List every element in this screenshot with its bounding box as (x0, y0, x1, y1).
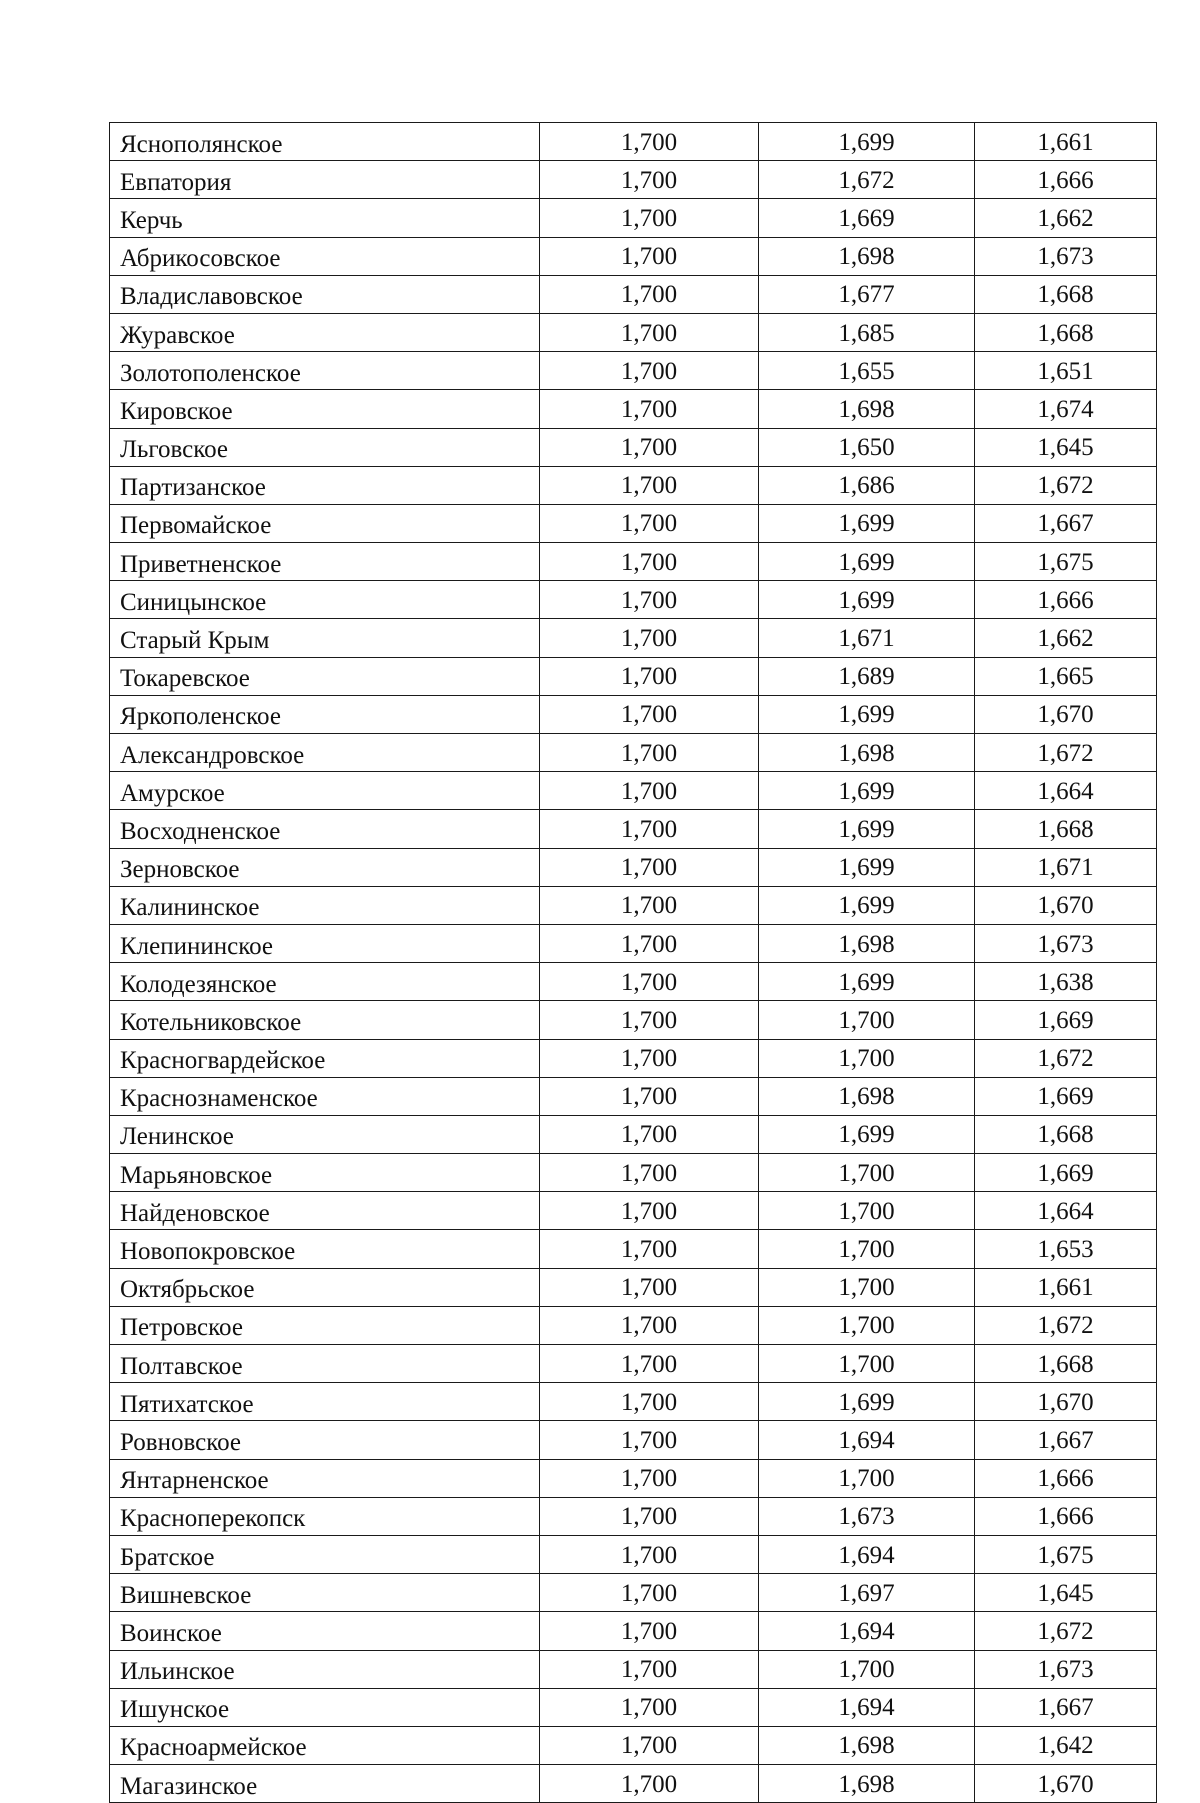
value-col-1-cell: 1,700 (540, 848, 759, 886)
value-col-2-cell: 1,700 (759, 1306, 975, 1344)
value-col-1-cell: 1,700 (540, 734, 759, 772)
value-col-2-cell: 1,700 (759, 1192, 975, 1230)
value-col-3-cell: 1,675 (975, 1535, 1157, 1573)
table-row (110, 1115, 1157, 1153)
value-col-2-cell: 1,699 (759, 123, 975, 161)
settlement-name-cell: Керчь (110, 199, 540, 237)
table-row (110, 1230, 1157, 1268)
table-row (110, 1154, 1157, 1192)
value-col-3-cell: 1,671 (975, 848, 1157, 886)
value-col-3-cell: 1,668 (975, 810, 1157, 848)
value-col-3-cell: 1,669 (975, 1001, 1157, 1039)
settlement-name-cell: Яркополенское (110, 695, 540, 733)
value-col-1-cell: 1,700 (540, 810, 759, 848)
value-col-1-cell: 1,700 (540, 1115, 759, 1153)
settlement-name-cell: Братское (110, 1535, 540, 1573)
settlement-name-cell: Пятихатское (110, 1383, 540, 1421)
value-col-3-cell: 1,667 (975, 504, 1157, 542)
settlement-name-cell: Ишунское (110, 1688, 540, 1726)
table-row (110, 1535, 1157, 1573)
value-col-3-cell: 1,662 (975, 199, 1157, 237)
value-col-2-cell: 1,700 (759, 1001, 975, 1039)
value-col-3-cell: 1,667 (975, 1688, 1157, 1726)
value-col-2-cell: 1,699 (759, 848, 975, 886)
table-row (110, 1765, 1157, 1803)
table-row (110, 123, 1157, 161)
value-col-1-cell: 1,700 (540, 1650, 759, 1688)
value-col-3-cell: 1,672 (975, 1612, 1157, 1650)
table-row (110, 810, 1157, 848)
value-col-1-cell: 1,700 (540, 504, 759, 542)
value-col-1-cell: 1,700 (540, 619, 759, 657)
value-col-3-cell: 1,661 (975, 123, 1157, 161)
table-row (110, 313, 1157, 351)
value-col-3-cell: 1,672 (975, 1039, 1157, 1077)
value-col-1-cell: 1,700 (540, 657, 759, 695)
value-col-2-cell: 1,699 (759, 543, 975, 581)
settlement-name-cell: Кировское (110, 390, 540, 428)
value-col-1-cell: 1,700 (540, 428, 759, 466)
value-col-1-cell: 1,700 (540, 1459, 759, 1497)
value-col-3-cell: 1,673 (975, 237, 1157, 275)
table-row (110, 695, 1157, 733)
value-col-1-cell: 1,700 (540, 1077, 759, 1115)
table-row (110, 543, 1157, 581)
value-col-1-cell: 1,700 (540, 275, 759, 313)
table-row (110, 1421, 1157, 1459)
value-col-1-cell: 1,700 (540, 1765, 759, 1803)
settlement-name-cell: Октябрьское (110, 1268, 540, 1306)
settlement-name-cell: Зерновское (110, 848, 540, 886)
value-col-1-cell: 1,700 (540, 886, 759, 924)
table-row (110, 924, 1157, 962)
value-col-2-cell: 1,694 (759, 1612, 975, 1650)
value-col-3-cell: 1,672 (975, 466, 1157, 504)
value-col-3-cell: 1,638 (975, 963, 1157, 1001)
table-row (110, 1726, 1157, 1764)
value-col-3-cell: 1,668 (975, 275, 1157, 313)
value-col-1-cell: 1,700 (540, 313, 759, 351)
value-col-2-cell: 1,650 (759, 428, 975, 466)
settlement-name-cell: Владиславовское (110, 275, 540, 313)
table-row (110, 963, 1157, 1001)
value-col-1-cell: 1,700 (540, 1154, 759, 1192)
table-row (110, 1497, 1157, 1535)
table-row (110, 1459, 1157, 1497)
table-row (110, 1268, 1157, 1306)
value-col-3-cell: 1,653 (975, 1230, 1157, 1268)
settlement-name-cell: Котельниковское (110, 1001, 540, 1039)
settlement-name-cell: Новопокровское (110, 1230, 540, 1268)
settlement-name-cell: Петровское (110, 1306, 540, 1344)
value-col-1-cell: 1,700 (540, 772, 759, 810)
settlement-name-cell: Льговское (110, 428, 540, 466)
settlement-name-cell: Ровновское (110, 1421, 540, 1459)
value-col-1-cell: 1,700 (540, 466, 759, 504)
table-row (110, 275, 1157, 313)
value-col-1-cell: 1,700 (540, 237, 759, 275)
value-col-2-cell: 1,699 (759, 1115, 975, 1153)
settlement-name-cell: Абрикосовское (110, 237, 540, 275)
value-col-3-cell: 1,665 (975, 657, 1157, 695)
value-col-2-cell: 1,698 (759, 237, 975, 275)
value-col-2-cell: 1,699 (759, 695, 975, 733)
table-row (110, 581, 1157, 619)
value-col-2-cell: 1,686 (759, 466, 975, 504)
value-col-1-cell: 1,700 (540, 1306, 759, 1344)
value-col-1-cell: 1,700 (540, 963, 759, 1001)
table-row (110, 199, 1157, 237)
table-row (110, 848, 1157, 886)
table-row (110, 619, 1157, 657)
value-col-3-cell: 1,670 (975, 1383, 1157, 1421)
value-col-3-cell: 1,669 (975, 1154, 1157, 1192)
value-col-3-cell: 1,672 (975, 1306, 1157, 1344)
value-col-3-cell: 1,645 (975, 1574, 1157, 1612)
settlement-name-cell: Евпатория (110, 161, 540, 199)
value-col-3-cell: 1,664 (975, 772, 1157, 810)
table-row (110, 1077, 1157, 1115)
settlement-name-cell: Ленинское (110, 1115, 540, 1153)
value-col-2-cell: 1,698 (759, 1077, 975, 1115)
value-col-1-cell: 1,700 (540, 1726, 759, 1764)
settlement-name-cell: Красногвардейское (110, 1039, 540, 1077)
value-col-2-cell: 1,698 (759, 734, 975, 772)
value-col-2-cell: 1,699 (759, 810, 975, 848)
settlement-name-cell: Красноперекопск (110, 1497, 540, 1535)
value-col-2-cell: 1,699 (759, 1383, 975, 1421)
table-row (110, 734, 1157, 772)
value-col-2-cell: 1,698 (759, 390, 975, 428)
settlement-name-cell: Александровское (110, 734, 540, 772)
value-col-2-cell: 1,694 (759, 1688, 975, 1726)
settlement-name-cell: Ильинское (110, 1650, 540, 1688)
settlement-name-cell: Найденовское (110, 1192, 540, 1230)
value-col-1-cell: 1,700 (540, 123, 759, 161)
settlement-name-cell: Калининское (110, 886, 540, 924)
value-col-2-cell: 1,698 (759, 1765, 975, 1803)
value-col-3-cell: 1,675 (975, 543, 1157, 581)
settlement-name-cell: Приветненское (110, 543, 540, 581)
settlement-name-cell: Янтарненское (110, 1459, 540, 1497)
settlement-name-cell: Золотополенское (110, 352, 540, 390)
value-col-1-cell: 1,700 (540, 1192, 759, 1230)
value-col-1-cell: 1,700 (540, 1230, 759, 1268)
value-col-1-cell: 1,700 (540, 1001, 759, 1039)
settlement-name-cell: Воинское (110, 1612, 540, 1650)
settlement-name-cell: Магазинское (110, 1765, 540, 1803)
table-row (110, 1383, 1157, 1421)
value-col-2-cell: 1,700 (759, 1230, 975, 1268)
value-col-3-cell: 1,670 (975, 695, 1157, 733)
table-row (110, 1345, 1157, 1383)
value-col-1-cell: 1,700 (540, 1535, 759, 1573)
table-row (110, 466, 1157, 504)
value-col-1-cell: 1,700 (540, 1268, 759, 1306)
value-col-2-cell: 1,694 (759, 1421, 975, 1459)
table-row (110, 428, 1157, 466)
value-col-2-cell: 1,677 (759, 275, 975, 313)
settlement-name-cell: Первомайское (110, 504, 540, 542)
value-col-1-cell: 1,700 (540, 543, 759, 581)
value-col-3-cell: 1,668 (975, 1345, 1157, 1383)
settlement-name-cell: Марьяновское (110, 1154, 540, 1192)
value-col-3-cell: 1,666 (975, 1497, 1157, 1535)
value-col-3-cell: 1,667 (975, 1421, 1157, 1459)
value-col-1-cell: 1,700 (540, 1574, 759, 1612)
value-col-2-cell: 1,698 (759, 1726, 975, 1764)
value-col-1-cell: 1,700 (540, 161, 759, 199)
value-col-2-cell: 1,699 (759, 504, 975, 542)
table-row (110, 1192, 1157, 1230)
settlement-name-cell: Красноармейское (110, 1726, 540, 1764)
settlement-name-cell: Клепининское (110, 924, 540, 962)
settlement-name-cell: Восходненское (110, 810, 540, 848)
value-col-2-cell: 1,673 (759, 1497, 975, 1535)
settlement-name-cell: Колодезянское (110, 963, 540, 1001)
value-col-2-cell: 1,700 (759, 1459, 975, 1497)
value-col-2-cell: 1,700 (759, 1154, 975, 1192)
value-col-2-cell: 1,699 (759, 963, 975, 1001)
value-col-1-cell: 1,700 (540, 581, 759, 619)
settlement-name-cell: Амурское (110, 772, 540, 810)
value-col-3-cell: 1,674 (975, 390, 1157, 428)
value-col-3-cell: 1,668 (975, 1115, 1157, 1153)
settlement-name-cell: Полтавское (110, 1345, 540, 1383)
value-col-3-cell: 1,670 (975, 1765, 1157, 1803)
value-col-2-cell: 1,685 (759, 313, 975, 351)
table-row (110, 1688, 1157, 1726)
value-col-3-cell: 1,673 (975, 1650, 1157, 1688)
value-col-2-cell: 1,697 (759, 1574, 975, 1612)
table-row (110, 237, 1157, 275)
value-col-1-cell: 1,700 (540, 1497, 759, 1535)
value-col-1-cell: 1,700 (540, 1345, 759, 1383)
value-col-1-cell: 1,700 (540, 1688, 759, 1726)
value-col-3-cell: 1,669 (975, 1077, 1157, 1115)
value-col-1-cell: 1,700 (540, 390, 759, 428)
value-col-2-cell: 1,669 (759, 199, 975, 237)
value-col-2-cell: 1,694 (759, 1535, 975, 1573)
value-col-3-cell: 1,664 (975, 1192, 1157, 1230)
value-col-3-cell: 1,645 (975, 428, 1157, 466)
value-col-1-cell: 1,700 (540, 1612, 759, 1650)
value-col-3-cell: 1,642 (975, 1726, 1157, 1764)
settlement-name-cell: Яснополянское (110, 123, 540, 161)
settlement-name-cell: Вишневское (110, 1574, 540, 1612)
value-col-3-cell: 1,651 (975, 352, 1157, 390)
value-col-2-cell: 1,698 (759, 924, 975, 962)
table-row (110, 1650, 1157, 1688)
settlement-name-cell: Партизанское (110, 466, 540, 504)
value-col-1-cell: 1,700 (540, 1039, 759, 1077)
value-col-2-cell: 1,672 (759, 161, 975, 199)
value-col-2-cell: 1,700 (759, 1345, 975, 1383)
table-row (110, 1612, 1157, 1650)
value-col-2-cell: 1,700 (759, 1268, 975, 1306)
value-col-1-cell: 1,700 (540, 1383, 759, 1421)
value-col-3-cell: 1,666 (975, 581, 1157, 619)
settlement-name-cell: Журавское (110, 313, 540, 351)
value-col-3-cell: 1,673 (975, 924, 1157, 962)
table-row (110, 772, 1157, 810)
table-row (110, 161, 1157, 199)
table-row (110, 1039, 1157, 1077)
settlement-name-cell: Синицынское (110, 581, 540, 619)
value-col-2-cell: 1,699 (759, 772, 975, 810)
value-col-1-cell: 1,700 (540, 1421, 759, 1459)
value-col-3-cell: 1,661 (975, 1268, 1157, 1306)
table-row (110, 1574, 1157, 1612)
value-col-2-cell: 1,671 (759, 619, 975, 657)
value-col-3-cell: 1,670 (975, 886, 1157, 924)
table-row (110, 352, 1157, 390)
value-col-3-cell: 1,662 (975, 619, 1157, 657)
table-row (110, 504, 1157, 542)
value-col-1-cell: 1,700 (540, 924, 759, 962)
settlement-name-cell: Старый Крым (110, 619, 540, 657)
value-col-2-cell: 1,689 (759, 657, 975, 695)
value-col-1-cell: 1,700 (540, 695, 759, 733)
value-col-2-cell: 1,655 (759, 352, 975, 390)
table-row (110, 390, 1157, 428)
table-row (110, 886, 1157, 924)
value-col-2-cell: 1,700 (759, 1650, 975, 1688)
value-col-3-cell: 1,672 (975, 734, 1157, 772)
settlement-name-cell: Краснознаменское (110, 1077, 540, 1115)
value-col-2-cell: 1,699 (759, 886, 975, 924)
value-col-3-cell: 1,666 (975, 161, 1157, 199)
value-col-1-cell: 1,700 (540, 199, 759, 237)
value-col-2-cell: 1,700 (759, 1039, 975, 1077)
table-body (110, 123, 1157, 1803)
table-row (110, 1001, 1157, 1039)
data-table (109, 122, 1157, 1803)
value-col-3-cell: 1,668 (975, 313, 1157, 351)
value-col-3-cell: 1,666 (975, 1459, 1157, 1497)
table-row (110, 1306, 1157, 1344)
value-col-2-cell: 1,699 (759, 581, 975, 619)
table-row (110, 657, 1157, 695)
settlement-name-cell: Токаревское (110, 657, 540, 695)
value-col-1-cell: 1,700 (540, 352, 759, 390)
